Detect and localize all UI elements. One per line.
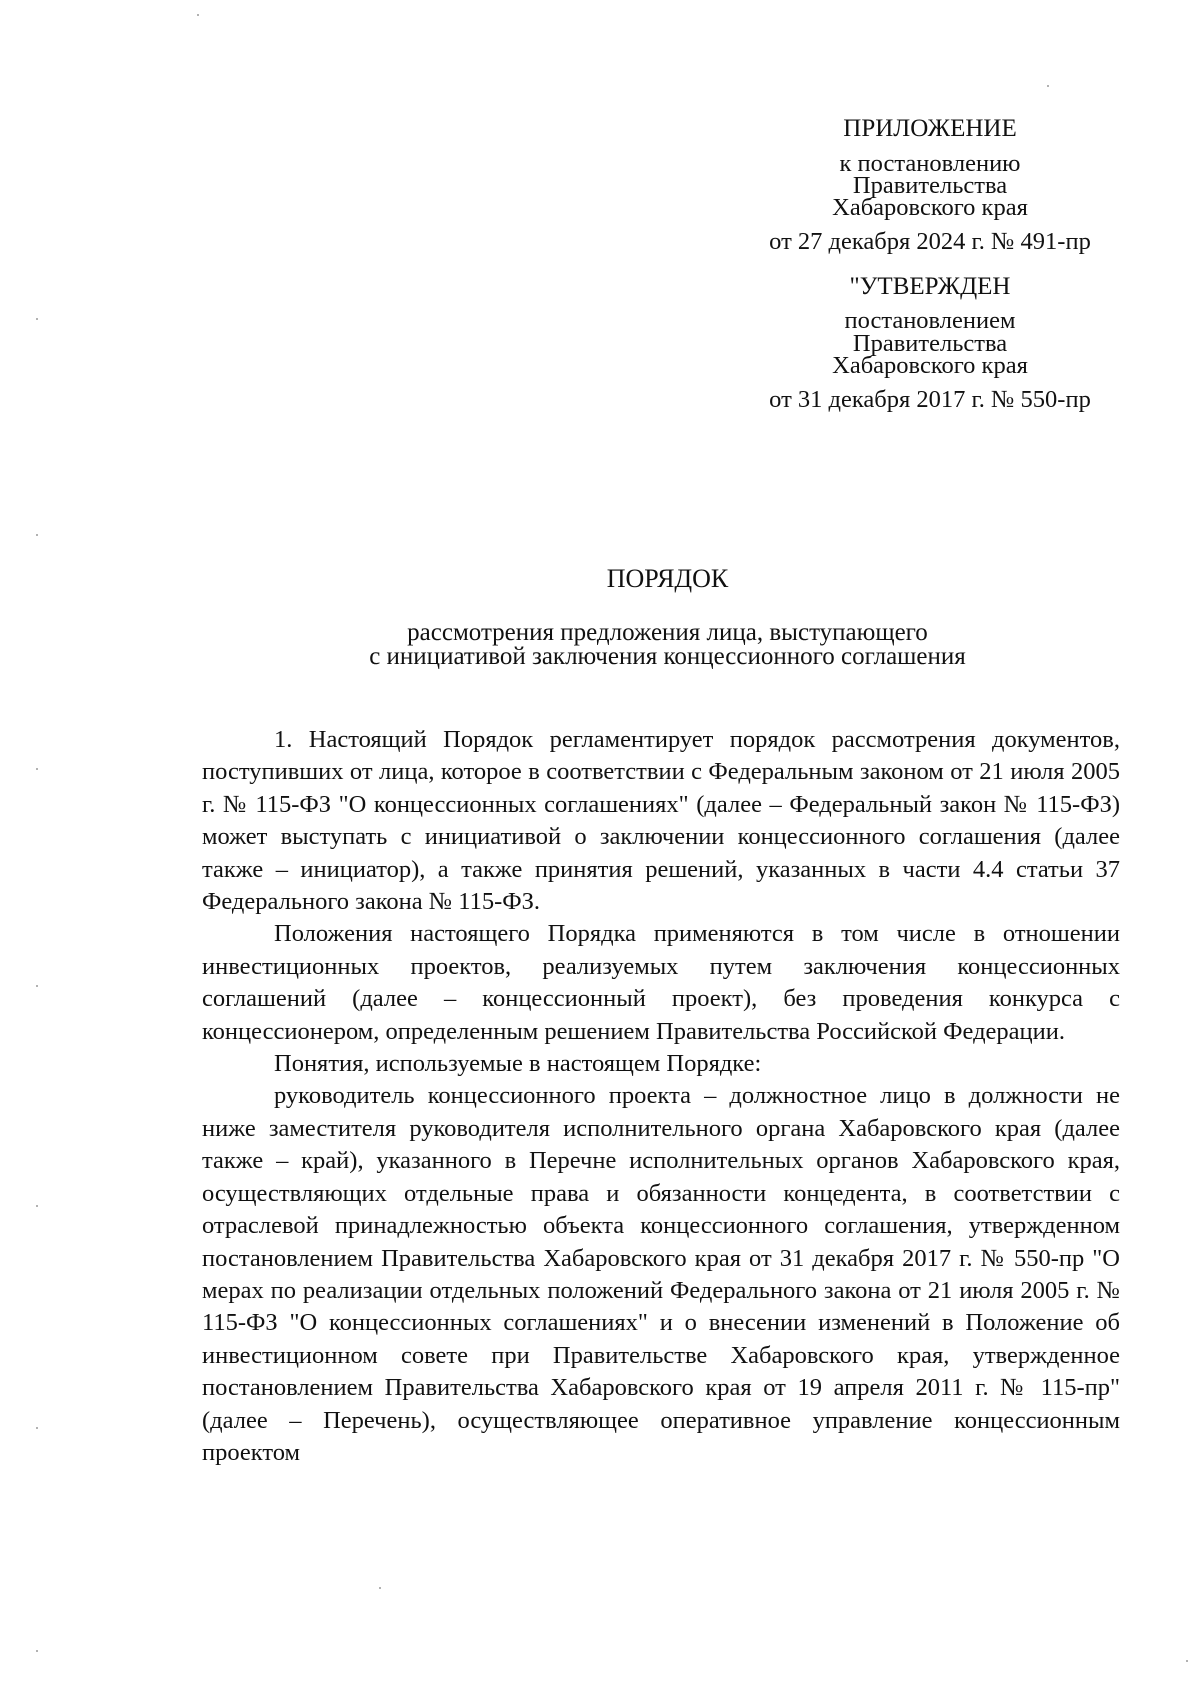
to-resolution-line: Правительства [852,172,1008,199]
scan-speck [36,768,38,770]
scan-speck [1047,85,1049,87]
paragraph: руководитель концессионного проекта – должностное лицо в должности не ниже заместителя руководителя исполнительного органа Хабаровского края (далее также – край), указанного в Перечне исполнительных органов Хабаровского края, осуществляющих отдельные права и обязанности концедента, в соответствии с отраслевой принадлежностью объекта концессионного соглашения, утвержденном постановлением Правительства Хабаровского края от 31 декабря 2017 г. № 550-пр "О мерах по реализации отдельных положений Федерального закона от 21 июля 2005 г. № 115-ФЗ "О концессионных соглашениях" и о внесении изменений в Положение об инвестиционном совете при Правительстве Хабаровского края, утвержденное постановлением Правительства Хабаровского края от 19 апреля 2011 г. № 115-пр" (далее – Перечень), осуществляющее оперативное управление концессионным проектом [202,1082,1120,1466]
to-resolution-block [735,150,1125,221]
approved-by-line: Правительства [852,330,1008,357]
scan-speck [1186,1660,1188,1662]
document-subtitle-line: с инициативой заключения концессионного соглашения [369,643,966,670]
original-resolution-date: от 31 декабря 2017 г. № 550-пр [769,386,1091,413]
to-resolution-line: к постановлению [839,150,1021,177]
appendix-header [735,105,1125,423]
paragraph: Понятия, используемые в настоящем Порядке: [274,1050,762,1078]
scan-speck [36,1650,38,1652]
paragraph: Положения настоящего Порядка применяются в том числе в отношении инвестиционных проектов, реализуемых путем заключения концессионных соглашений (далее – концессионный проект), без проведения конкурса с концессионером, определенным решением Правительства Российской Федерации. [202,920,1120,1045]
approved-by-line: постановлением [844,307,1016,334]
scan-speck [36,318,38,320]
scan-speck [36,985,38,987]
document-title: ПОРЯДОК [606,564,729,593]
appendix-label: ПРИЛОЖЕНИЕ [843,115,1017,142]
document-body [202,724,1120,1469]
document-subtitle-line: рассмотрения предложения лица, выступающего [407,619,928,646]
scan-speck [379,1587,381,1589]
paragraph: 1. Настоящий Порядок регламентирует порядок рассмотрения документов, поступивших от лица, которое в соответствии с Федеральным законом от 21 июля 2005 г. № 115-ФЗ "О концессионных соглашениях" (далее – Федеральный закон № 115-ФЗ) может выступать с инициативой о заключении концессионного соглашения (далее также – инициатор), а также принятия решений, указанных в части 4.4 статьи 37 Федерального закона № 115-ФЗ. [202,726,1120,916]
approved-by-line: Хабаровского края [832,352,1028,379]
document-title-block [200,566,1135,668]
scan-speck [36,534,38,536]
to-resolution-line: Хабаровского края [832,194,1028,221]
resolution-date: от 27 декабря 2024 г. № 491-пр [769,228,1091,255]
approved-by-block [735,309,1125,377]
scan-speck [197,14,199,16]
scan-speck [36,1427,38,1429]
scan-speck [36,1205,38,1207]
approved-label: "УТВЕРЖДЕН [849,273,1011,300]
